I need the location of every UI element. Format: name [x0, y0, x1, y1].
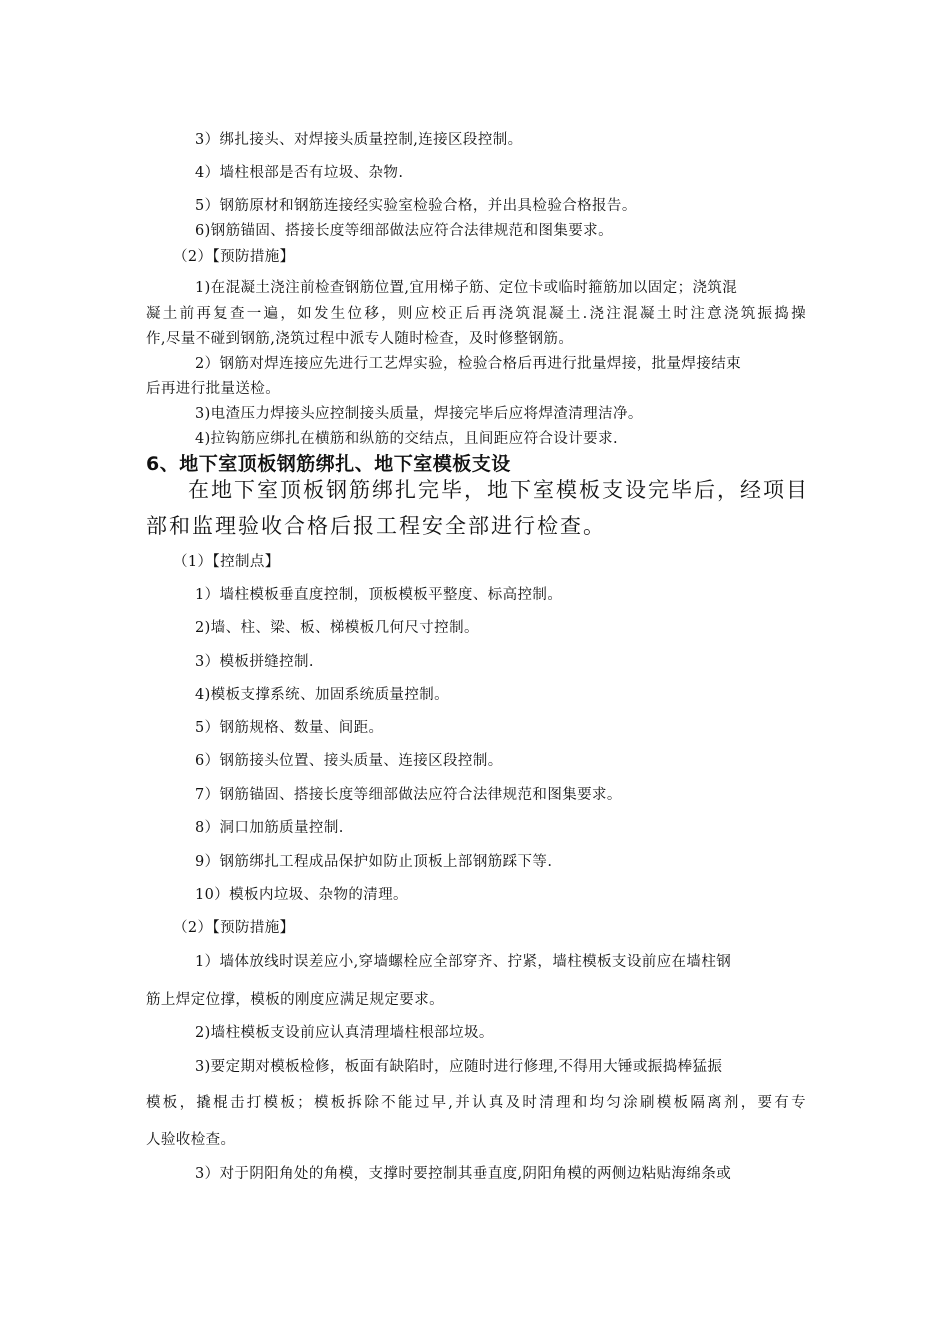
- control-item-10: 10）模板内垃圾、杂物的清理。: [195, 887, 408, 903]
- prevention-4: 4)拉钩筋应绑扎在横筋和纵筋的交结点，且间距应符合设计要求.: [195, 431, 618, 447]
- control-heading: （1）【控制点】: [173, 554, 280, 570]
- prevention-1-line-3: 作,尽量不碰到钢筋,浇筑过程中派专人随时检查，及时修整钢筋。: [146, 331, 574, 347]
- measure-1-line-2: 筋上焊定位撑，模板的刚度应满足规定要求。: [146, 992, 444, 1008]
- control-item-7: 7）钢筋锚固、搭接长度等细部做法应符合法律规范和图集要求。: [195, 787, 622, 803]
- prevention-heading-2: （2）【预防措施】: [173, 920, 295, 936]
- control-item-3: 3）模板拼缝控制.: [195, 654, 314, 670]
- control-item-1: 1）墙柱模板垂直度控制，顶板模板平整度、标高控制。: [195, 587, 563, 603]
- check-item-5: 5）钢筋原材和钢筋连接经实验室检验合格，并出具检验合格报告。: [195, 198, 637, 214]
- control-item-9: 9）钢筋绑扎工程成品保护如防止顶板上部钢筋踩下等.: [195, 854, 553, 870]
- control-item-8: 8）洞口加筋质量控制.: [195, 820, 344, 836]
- check-item-3: 3）绑扎接头、对焊接头质量控制,连接区段控制。: [195, 132, 523, 148]
- control-item-2: 2)墙、柱、梁、板、梯模板几何尺寸控制。: [195, 620, 479, 636]
- prevention-3: 3)电渣压力焊接头应控制接头质量，焊接完毕后应将焊渣清理洁净。: [195, 406, 643, 422]
- section-6-intro-line-2: 部和监理验收合格后报工程安全部进行检查。: [146, 514, 606, 538]
- control-item-4: 4)模板支撑系统、加固系统质量控制。: [195, 687, 450, 703]
- measure-3-line-1: 3)要定期对模板检修，板面有缺陷时，应随时进行修理,不得用大锤或振捣棒猛振: [195, 1059, 723, 1075]
- measure-4-line-1: 3）对于阴阳角处的角模，支撑时要控制其垂直度,阴阳角模的两侧边粘贴海绵条或: [195, 1166, 732, 1182]
- prevention-2-line-2: 后再进行批量送检。: [146, 381, 281, 397]
- section-6-title: 6、地下室顶板钢筋绑扎、地下室模板支设: [146, 453, 511, 475]
- check-item-6: 6)钢筋锚固、搭接长度等细部做法应符合法律规范和图集要求。: [195, 223, 613, 239]
- prevention-heading-1: （2）【预防措施】: [173, 249, 295, 265]
- control-item-5: 5）钢筋规格、数量、间距。: [195, 720, 384, 736]
- measure-2: 2)墙柱模板支设前应认真清理墙柱根部垃圾。: [195, 1025, 494, 1041]
- control-item-6: 6）钢筋接头位置、接头质量、连接区段控制。: [195, 753, 503, 769]
- section-6-intro-line-1: 在地下室顶板钢筋绑扎完毕，地下室模板支设完毕后，经项目: [188, 478, 809, 502]
- prevention-1-line-1: 1)在混凝土浇注前检查钢筋位置,宜用梯子筋、定位卡或临时箍筋加以固定；浇筑混: [195, 280, 738, 296]
- measure-3-line-2: 模板，撬棍击打模板；模板拆除不能过早,并认真及时清理和均匀涂刷模板隔离剂，要有专: [146, 1095, 806, 1111]
- measure-3-line-3: 人验收检查。: [146, 1132, 236, 1148]
- prevention-1-line-2: 凝土前再复查一遍，如发生位移，则应校正后再浇筑混凝土.浇注混凝土时注意浇筑振捣操: [146, 306, 806, 322]
- prevention-2-line-1: 2）钢筋对焊连接应先进行工艺焊实验，检验合格后再进行批量焊接，批量焊接结束: [195, 356, 742, 372]
- measure-1-line-1: 1）墙体放线时误差应小,穿墙螺栓应全部穿齐、拧紧，墙柱模板支设前应在墙柱钢: [195, 954, 732, 970]
- check-item-4: 4）墙柱根部是否有垃圾、杂物.: [195, 165, 404, 181]
